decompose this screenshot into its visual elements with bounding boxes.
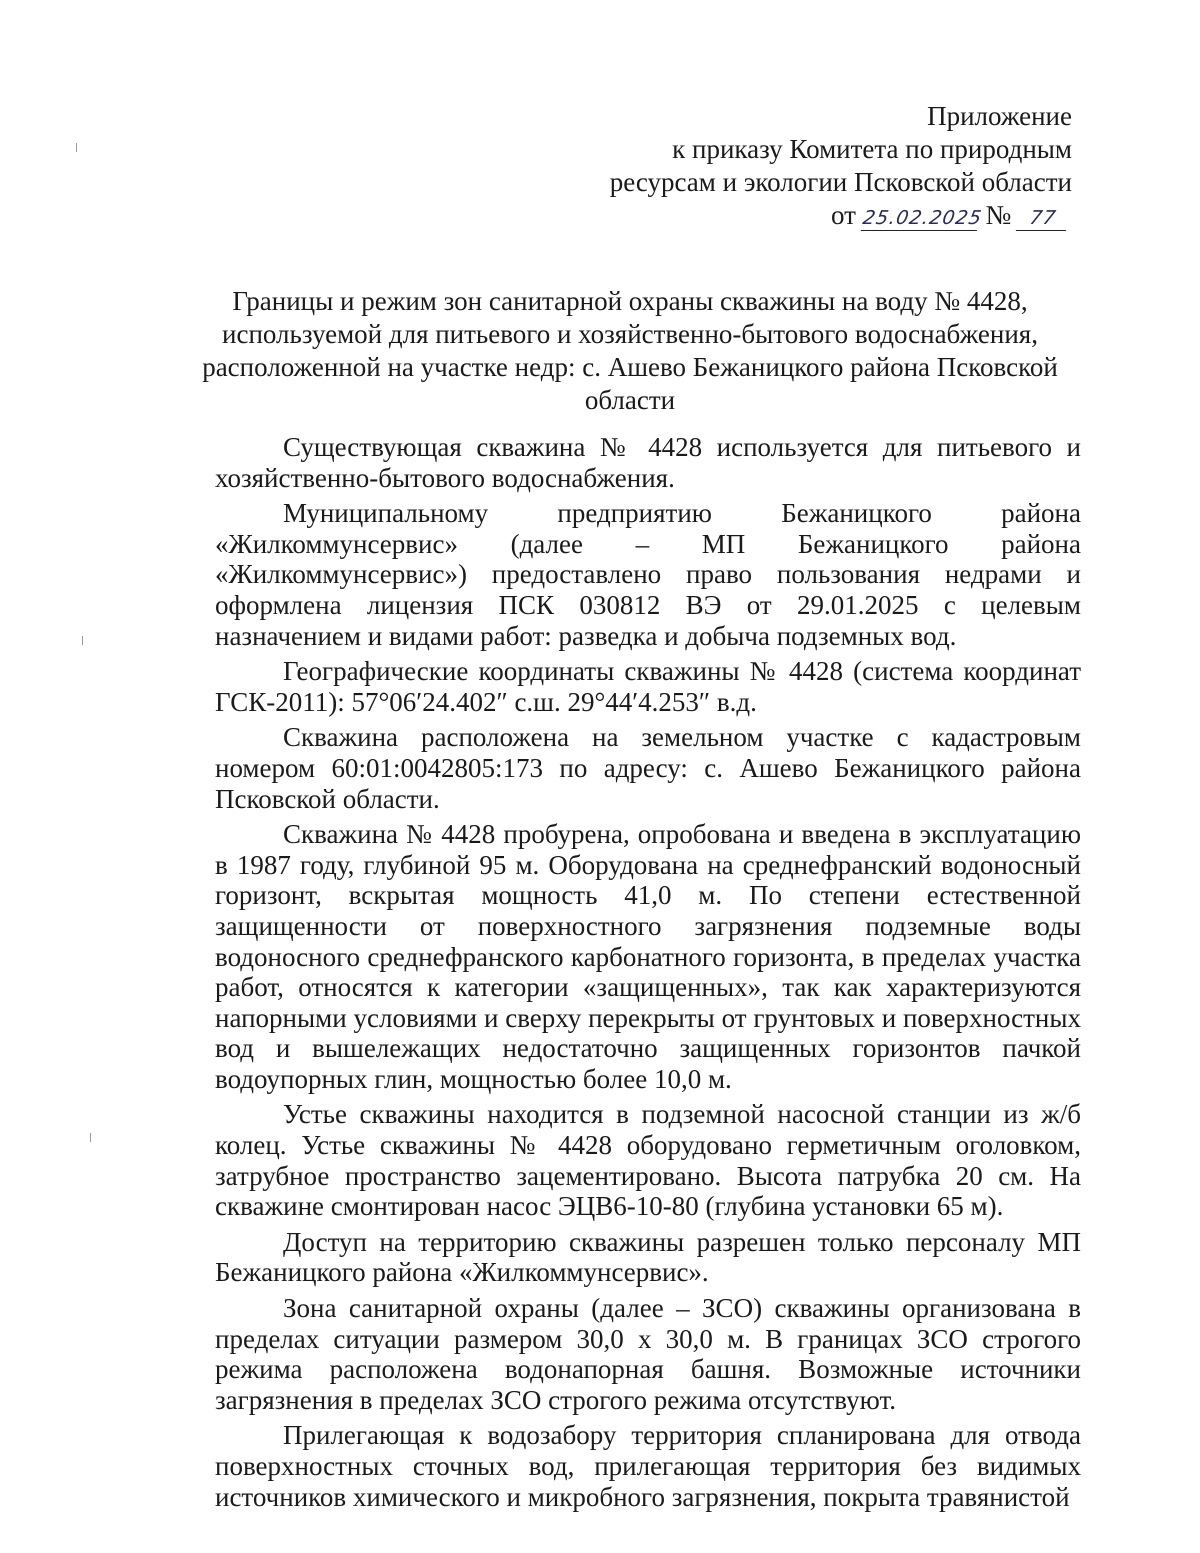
paragraph-license: Муниципальному предприятию Бежаницкого района «Жилкоммунсервис» (далее – МП Бежаницкого района «Жилкоммунсервис») предоставлено право пользования недрами и оформлена лицензия ПСК 030812 ВЭ от 29.01.2025 с целевым назначением и видами работ: разведка и добыча подземных вод.: [215, 498, 1081, 651]
title-line: области: [584, 385, 676, 415]
scan-mark: [76, 143, 77, 152]
document-title: [200, 285, 1060, 417]
paragraph-well-description: Скважина № 4428 пробурена, опробована и введена в эксплуатацию в 1987 году, глубиной 95 м. Оборудована на среднефранский водоносный горизонт, вскрытая мощность 41,0 м. По степени естественной защищенности от поверхностного загрязнения подземные воды водоносного среднефранского карбонатного горизонта, в пределах участка работ, относятся к категории «защищенных», так как характеризуются напорными условиями и сверху перекрыты от грунтовых и поверхностных вод и вышележащих недостаточно защищенных горизонтов пачкой водоупорных глин, мощностью более 10,0 м.: [215, 819, 1081, 1094]
title-line: Границы и режим зон санитарной охраны скважины на воду № 4428,: [232, 286, 1028, 316]
title-line: используемой для питьевого и хозяйственно-бытового водоснабжения,: [222, 319, 1038, 349]
from-label: от: [831, 200, 856, 230]
paragraph-protection-zone: Зона санитарной охраны (далее – ЗСО) скважины организована в пределах ситуации размером 30,0 х 30,0 м. В границах ЗСО строгого режима расположена водонапорная башня. Возможные источники загрязнения в пределах ЗСО строгого режима отсутствуют.: [215, 1293, 1081, 1415]
paragraph-well-usage: Существующая скважина № 4428 используется для питьевого и хозяйственно-бытового водоснабжения.: [215, 432, 1081, 493]
appendix-header: [512, 100, 1072, 232]
scan-mark: [90, 1133, 91, 1142]
paragraph-adjacent-territory: Прилегающая к водозабору территория спланирована для отвода поверхностных сточных вод, прилегающая территория без видимых источников химического и микробного загрязнения, покрыта травянистой: [215, 1420, 1081, 1512]
appendix-committee: ресурсам и экологии Псковской области: [609, 167, 1072, 197]
appendix-date-number: [512, 199, 1072, 232]
paragraph-land-plot: Скважина расположена на земельном участке с кадастровым номером 60:01:0042805:173 по адресу: с. Ашево Бежаницкого района Псковской области.: [215, 722, 1081, 814]
handwritten-date: 25.02.2025: [860, 207, 984, 229]
document-body: [215, 432, 1081, 1517]
scan-mark: [82, 636, 83, 645]
title-line: расположенной на участке недр: с. Ашево Бежаницкого района Псковской: [202, 352, 1058, 382]
paragraph-access: Доступ на территорию скважины разрешен только персоналу МП Бежаницкого района «Жилкоммунсервис».: [215, 1226, 1081, 1288]
handwritten-number: 77: [1016, 206, 1070, 231]
paragraph-wellhead: Устье скважины находится в подземной насосной станции из ж/б колец. Устье скважины № 4428 оборудовано герметичным оголовком, затрубное пространство зацементировано. Высота патрубка 20 см. На скважине смонтирован насос ЭЦВ6-10-80 (глубина установки 65 м).: [215, 1099, 1081, 1222]
appendix-order-ref: к приказу Комитета по природным: [672, 134, 1072, 164]
number-label: №: [985, 200, 1012, 230]
paragraph-coordinates: Географические координаты скважины № 4428 (система координат ГСК-2011): 57°06′24.402″ с.ш. 29°44′4.253″ в.д.: [215, 656, 1081, 717]
appendix-title: Приложение: [927, 101, 1072, 131]
